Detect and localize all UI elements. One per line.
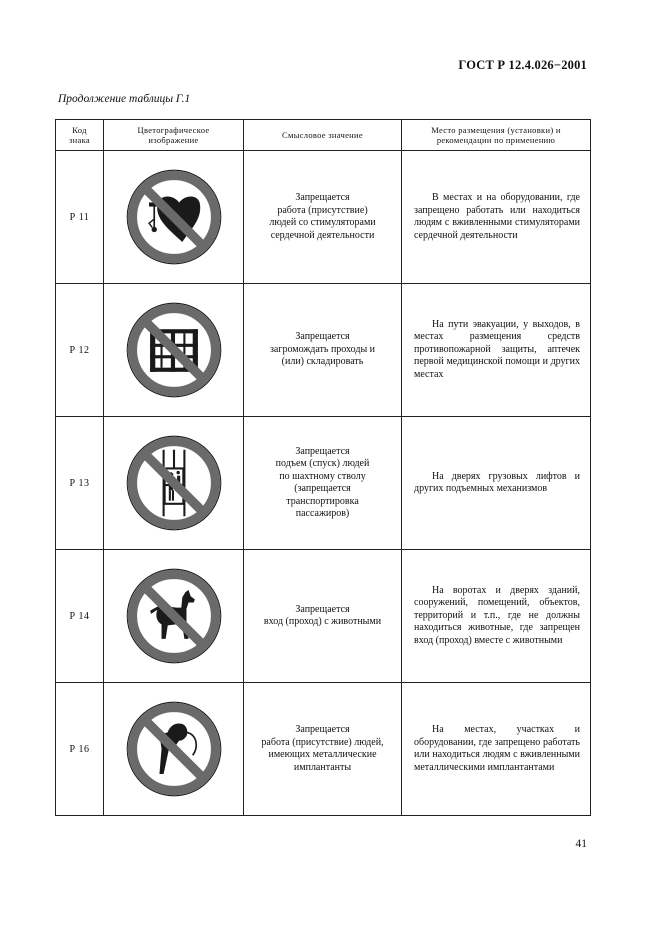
placement-text: На дверях грузовых лифтов и других подъемных механизмов bbox=[414, 470, 580, 494]
page-number: 41 bbox=[575, 838, 587, 850]
sign-meaning bbox=[244, 683, 402, 816]
column-header-placement-line1: Место размещения (установки) и bbox=[431, 125, 561, 135]
meaning-line: людей со стимуляторами bbox=[269, 217, 376, 228]
sign-code: Р 13 bbox=[56, 417, 104, 550]
meaning-line: пассажиров) bbox=[295, 508, 350, 519]
meaning-line: имплантанты bbox=[293, 761, 352, 773]
column-header-code-line1: Код bbox=[72, 125, 87, 135]
meaning-line: работа (присутствие) людей, bbox=[261, 736, 384, 748]
table-caption: Продолжение таблицы Г.1 bbox=[58, 93, 191, 105]
sign-image bbox=[104, 417, 244, 550]
column-header-code bbox=[56, 120, 104, 151]
signs-table bbox=[55, 119, 591, 816]
document-header: ГОСТ Р 12.4.026−2001 bbox=[458, 58, 587, 72]
sign-meaning bbox=[244, 550, 402, 683]
column-header-code-line2: знака bbox=[69, 135, 90, 145]
no-obstruction-icon bbox=[122, 298, 226, 402]
meaning-line: работа (присутствие) bbox=[277, 204, 368, 216]
no-metal-implants-icon bbox=[122, 697, 226, 801]
meaning-line: сердечной деятельности bbox=[270, 229, 375, 241]
meaning-line: подъем (спуск) людей bbox=[275, 458, 370, 469]
column-header-image-line2: изображение bbox=[148, 135, 199, 145]
meaning-line: (запрещается bbox=[294, 483, 351, 494]
sign-image bbox=[104, 683, 244, 816]
sign-placement bbox=[402, 683, 591, 816]
sign-code: Р 14 bbox=[56, 550, 104, 683]
column-header-image-line1: Цветографическое bbox=[137, 125, 210, 135]
no-shaft-lift-icon bbox=[122, 431, 226, 535]
column-header-meaning bbox=[244, 120, 402, 151]
placement-text: На воротах и дверях зданий, сооружений, помещений, объектов, территорий и т.п., где не должны находиться животные, где запрещен вход (проход) вместе с животными bbox=[414, 584, 580, 646]
table-row bbox=[56, 284, 591, 417]
sign-placement bbox=[402, 284, 591, 417]
meaning-line: вход (проход) с животными bbox=[263, 616, 382, 627]
sign-image bbox=[104, 151, 244, 284]
sign-code: Р 16 bbox=[56, 683, 104, 816]
table-row bbox=[56, 151, 591, 284]
meaning-line: имеющих металлические bbox=[268, 749, 377, 760]
sign-image bbox=[104, 284, 244, 417]
no-pacemaker-icon bbox=[122, 165, 226, 269]
column-header-placement bbox=[402, 120, 591, 151]
placement-text: На пути эвакуации, у выходов, в местах размещения средств противопожарной защиты, аптечек первой медицинской помощи и других местах bbox=[414, 318, 580, 380]
no-animals-icon bbox=[122, 564, 226, 668]
meaning-line: транспортировка bbox=[286, 495, 359, 507]
column-header-image bbox=[104, 120, 244, 151]
sign-placement bbox=[402, 417, 591, 550]
sign-code: Р 11 bbox=[56, 151, 104, 284]
placement-text: На местах, участках и оборудовании, где запрещено работать или находиться людям с вживленными металлическими имплантантами bbox=[414, 724, 580, 773]
table-row bbox=[56, 683, 591, 816]
meaning-line: Запрещается bbox=[295, 603, 350, 615]
table-row bbox=[56, 417, 591, 550]
column-header-meaning-line1: Смысловое значение bbox=[282, 130, 363, 140]
sign-placement bbox=[402, 550, 591, 683]
meaning-line: Запрещается bbox=[295, 724, 350, 735]
meaning-line: загромождать проходы и bbox=[269, 343, 376, 355]
sign-meaning bbox=[244, 284, 402, 417]
sign-meaning bbox=[244, 417, 402, 550]
meaning-line: по шахтному стволу bbox=[279, 470, 366, 482]
sign-placement bbox=[402, 151, 591, 284]
meaning-line: Запрещается bbox=[295, 192, 350, 203]
table-header-row bbox=[56, 120, 591, 151]
sign-image bbox=[104, 550, 244, 683]
meaning-line: (или) складировать bbox=[281, 356, 364, 368]
meaning-line: Запрещается bbox=[295, 331, 350, 343]
table-row bbox=[56, 550, 591, 683]
column-header-placement-line2: рекомендации по применению bbox=[436, 135, 556, 145]
meaning-line: Запрещается bbox=[295, 445, 350, 457]
sign-meaning bbox=[244, 151, 402, 284]
placement-text: В местах и на оборудовании, где запрещено работать или находиться людям с вживленными стимуляторами сердечной деятельности bbox=[414, 192, 580, 241]
sign-code: Р 12 bbox=[56, 284, 104, 417]
